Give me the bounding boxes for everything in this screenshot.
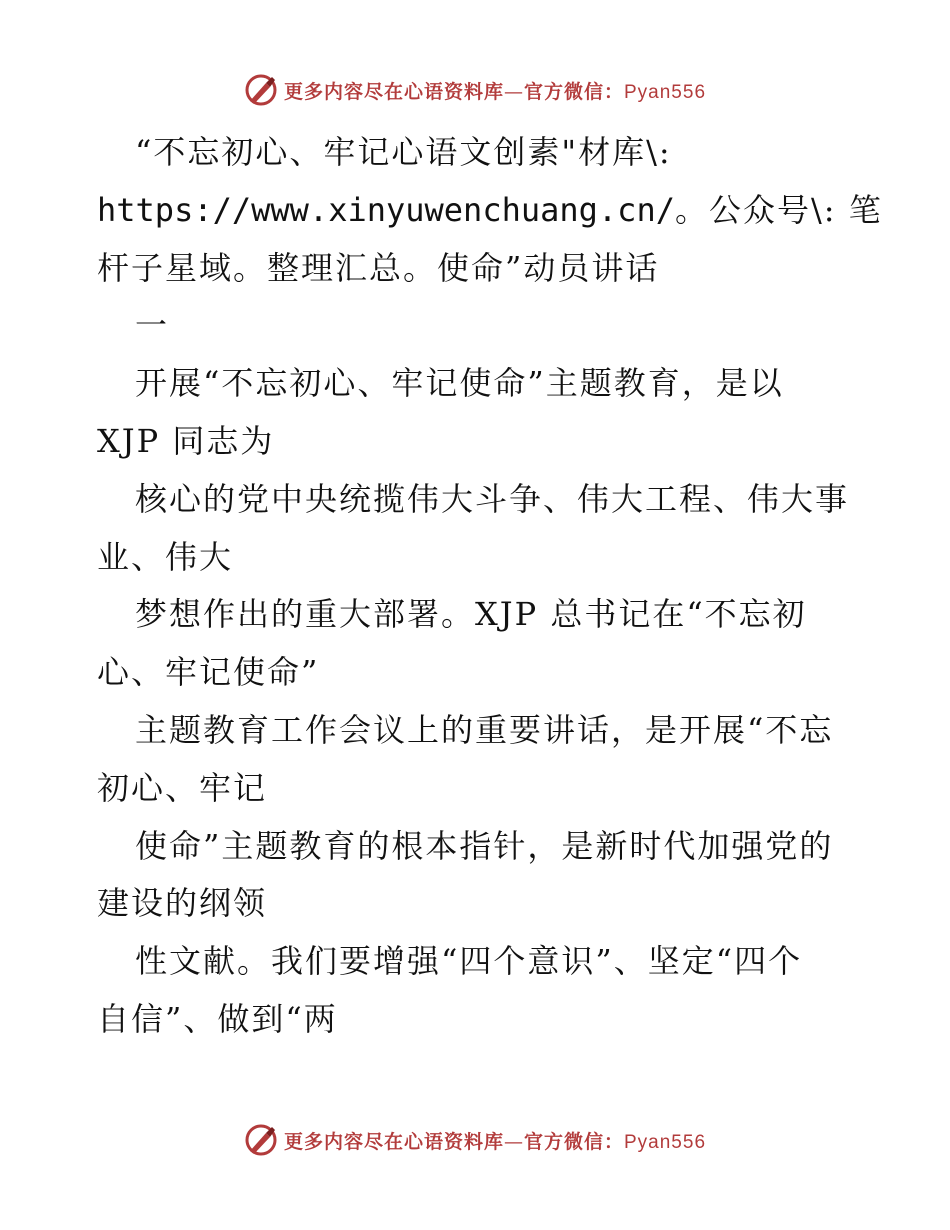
text-line: 建设的纲领: [97, 884, 268, 923]
text-line: [97, 182, 883, 240]
text-line: 开展“不忘初心、牢记使命”主题教育，是以: [135, 364, 784, 403]
watermark-wechat: Pyan556: [624, 81, 707, 103]
watermark-wechat: Pyan556: [624, 1131, 707, 1153]
text-line: 自信”、做到“两: [97, 999, 338, 1038]
text-line: 性文献。我们要增强“四个意识”、坚定“四个: [135, 942, 803, 981]
watermark-header: [0, 70, 950, 110]
watermark-dash: —: [503, 1130, 524, 1153]
text-line: 一: [135, 306, 170, 345]
text-line: “不忘初心、牢记心语文创素"材库\:: [135, 133, 672, 171]
text-line: 主题教育工作会议上的重要讲话，是开展“不忘: [135, 710, 834, 749]
pen-logo-icon: [244, 1123, 278, 1157]
watermark-dash: —: [503, 80, 524, 103]
text-line: 使命”主题教育的根本指针，是新时代加强党的: [135, 826, 834, 865]
text-line: 业、伟大: [97, 537, 234, 576]
url-text: https://www.xinyuwenchuang.cn/: [97, 190, 675, 229]
watermark-title: 更多内容尽在心语资料库: [283, 1130, 504, 1153]
watermark-title: 更多内容尽在心语资料库: [283, 80, 504, 103]
watermark-text: [284, 77, 706, 104]
watermark-label: 官方微信：: [523, 1130, 624, 1153]
text-line: 核心的党中央统揽伟大斗争、伟大工程、伟大事: [135, 479, 850, 518]
text-line: 杆子星域。整理汇总。使命”动员讲话: [97, 248, 660, 287]
watermark-footer: [0, 1120, 950, 1160]
text-line-rest: 。公众号\: 笔: [674, 190, 883, 229]
document-body: [97, 124, 883, 1049]
text-line: 心、牢记使命”: [97, 653, 320, 692]
pen-logo-icon: [244, 73, 278, 107]
watermark-label: 官方微信：: [523, 80, 624, 103]
text-line: 初心、牢记: [97, 768, 268, 807]
text-line: XJP 同志为: [97, 421, 275, 460]
watermark-text: [284, 1127, 706, 1154]
text-line: 梦想作出的重大部署。XJP 总书记在“不忘初: [135, 595, 807, 634]
